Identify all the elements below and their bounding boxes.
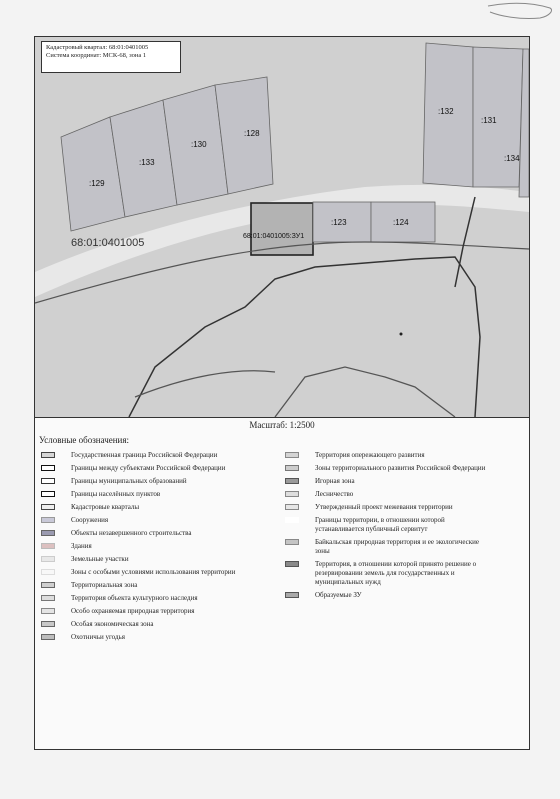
legend-label: Государственная граница Российской Федерации (71, 451, 218, 459)
legend-swatch (41, 582, 55, 588)
parcel-label-133: :133 (139, 158, 155, 167)
legend-swatch (285, 517, 299, 523)
legend-label: Здания (71, 542, 92, 550)
legend-swatch (41, 517, 55, 523)
legend-label: Границы муниципальных образований (71, 477, 187, 485)
legend-swatch (285, 478, 299, 484)
legend-item (285, 538, 495, 556)
legend-item (41, 555, 251, 564)
legend-swatch (285, 561, 299, 567)
legend-item (285, 503, 495, 512)
legend-label: Образуемые ЗУ (315, 591, 362, 599)
map-drawing (35, 37, 529, 417)
legend-item (285, 464, 495, 473)
legend-item (41, 451, 251, 460)
legend-item (285, 560, 495, 587)
legend-item (41, 542, 251, 551)
legend-label: Особая экономическая зона (71, 620, 154, 628)
legend-item (41, 594, 251, 603)
legend-swatch (41, 556, 55, 562)
legend-label: Зоны территориального развития Российской Федерации (315, 464, 486, 472)
legend-swatch (41, 595, 55, 601)
map-scale: Масштаб: 1:2500 (249, 420, 315, 430)
municipal-boundary-b (455, 197, 475, 287)
legend-item (41, 568, 251, 577)
legend-item (285, 591, 495, 600)
info-quarter: Кадастровый квартал: 68:01:0401005 (46, 44, 149, 51)
legend-swatch (41, 608, 55, 614)
legend-label: Кадастровые кварталы (71, 503, 140, 511)
legend-title: Условные обозначения: (39, 435, 130, 445)
legend-label: Границы территории, в отношении которой устанавливается публичный сервитут (315, 516, 445, 533)
legend-label: Границы между субъектами Российской Федерации (71, 464, 226, 472)
legend-item (41, 503, 251, 512)
cadastral-sheet (34, 36, 530, 750)
legend-swatch (41, 504, 55, 510)
map-info-box (41, 41, 181, 73)
pen-mark (480, 0, 560, 30)
legend-item (285, 477, 495, 486)
legend-swatch (41, 621, 55, 627)
legend-label: Сооружения (71, 516, 109, 524)
quarter-label: 68:01:0401005 (71, 237, 145, 249)
legend-label: Территориальная зона (71, 581, 138, 589)
info-coordinates: Система координат: МСК-68, зона 1 (46, 52, 147, 59)
legend-item (41, 607, 251, 616)
legend-swatch (41, 569, 55, 575)
legend-swatch (41, 452, 55, 458)
legend-label: Границы населённых пунктов (71, 490, 161, 498)
legend-swatch (285, 491, 299, 497)
legend-right-column (285, 451, 495, 604)
legend-item (41, 464, 251, 473)
legend-item (41, 490, 251, 499)
legend-swatch (41, 465, 55, 471)
legend-item (41, 516, 251, 525)
parcel-label-129: :129 (89, 179, 105, 188)
legend-swatch (285, 504, 299, 510)
legend-swatch (41, 543, 55, 549)
parcel-label-130: :130 (191, 140, 207, 149)
legend-swatch (285, 465, 299, 471)
parcel-label-131: :131 (481, 116, 497, 125)
legend-label: Лесничество (315, 490, 354, 498)
parcel-label-128: :128 (244, 129, 260, 138)
legend-swatch (285, 452, 299, 458)
legend-label: Байкальская природная территория и ее экологические зоны (315, 538, 479, 555)
legend-left-column (41, 451, 251, 646)
municipal-boundary-a (129, 257, 480, 417)
legend-label: Территория, в отношении которой принято решение о резервировании земель для государственных и муниципальных нужд (315, 560, 477, 586)
legend-item (41, 477, 251, 486)
formed-parcel-label: 68:01:0401005:ЗУ1 (243, 233, 305, 240)
legend-label: Особо охраняемая природная территория (71, 607, 195, 615)
legend-item (285, 451, 495, 460)
boundary-d (275, 367, 455, 417)
cadastral-map[interactable] (35, 37, 529, 418)
legend-label: Утвержденный проект межевания территории (315, 503, 453, 511)
legend-label: Территория объекта культурного наследия (71, 594, 198, 602)
legend-label: Охотничьи угодья (71, 633, 125, 641)
parcel-label-132: :132 (438, 107, 454, 116)
legend-item (285, 516, 495, 534)
legend-swatch (285, 592, 299, 598)
legend-swatch (41, 634, 55, 640)
parcel-label-124: :124 (393, 218, 409, 227)
legend-label: Зоны с особыми условиями использования территории (71, 568, 236, 576)
legend-item (41, 581, 251, 590)
legend-swatch (41, 478, 55, 484)
legend-label: Объекты незавершенного строительства (71, 529, 192, 537)
legend-item (285, 490, 495, 499)
legend-item (41, 529, 251, 538)
boundary-c (135, 371, 275, 397)
legend-label: Территория опережающего развития (315, 451, 425, 459)
legend-swatch (41, 491, 55, 497)
survey-point (400, 333, 403, 336)
parcel-label-134: :134 (504, 154, 520, 163)
legend-label: Земельные участки (71, 555, 129, 563)
legend-swatch (285, 539, 299, 545)
legend-item (41, 620, 251, 629)
parcel-label-123: :123 (331, 218, 347, 227)
legend-item (41, 633, 251, 642)
legend-swatch (41, 530, 55, 536)
legend-label: Игорная зона (315, 477, 355, 485)
